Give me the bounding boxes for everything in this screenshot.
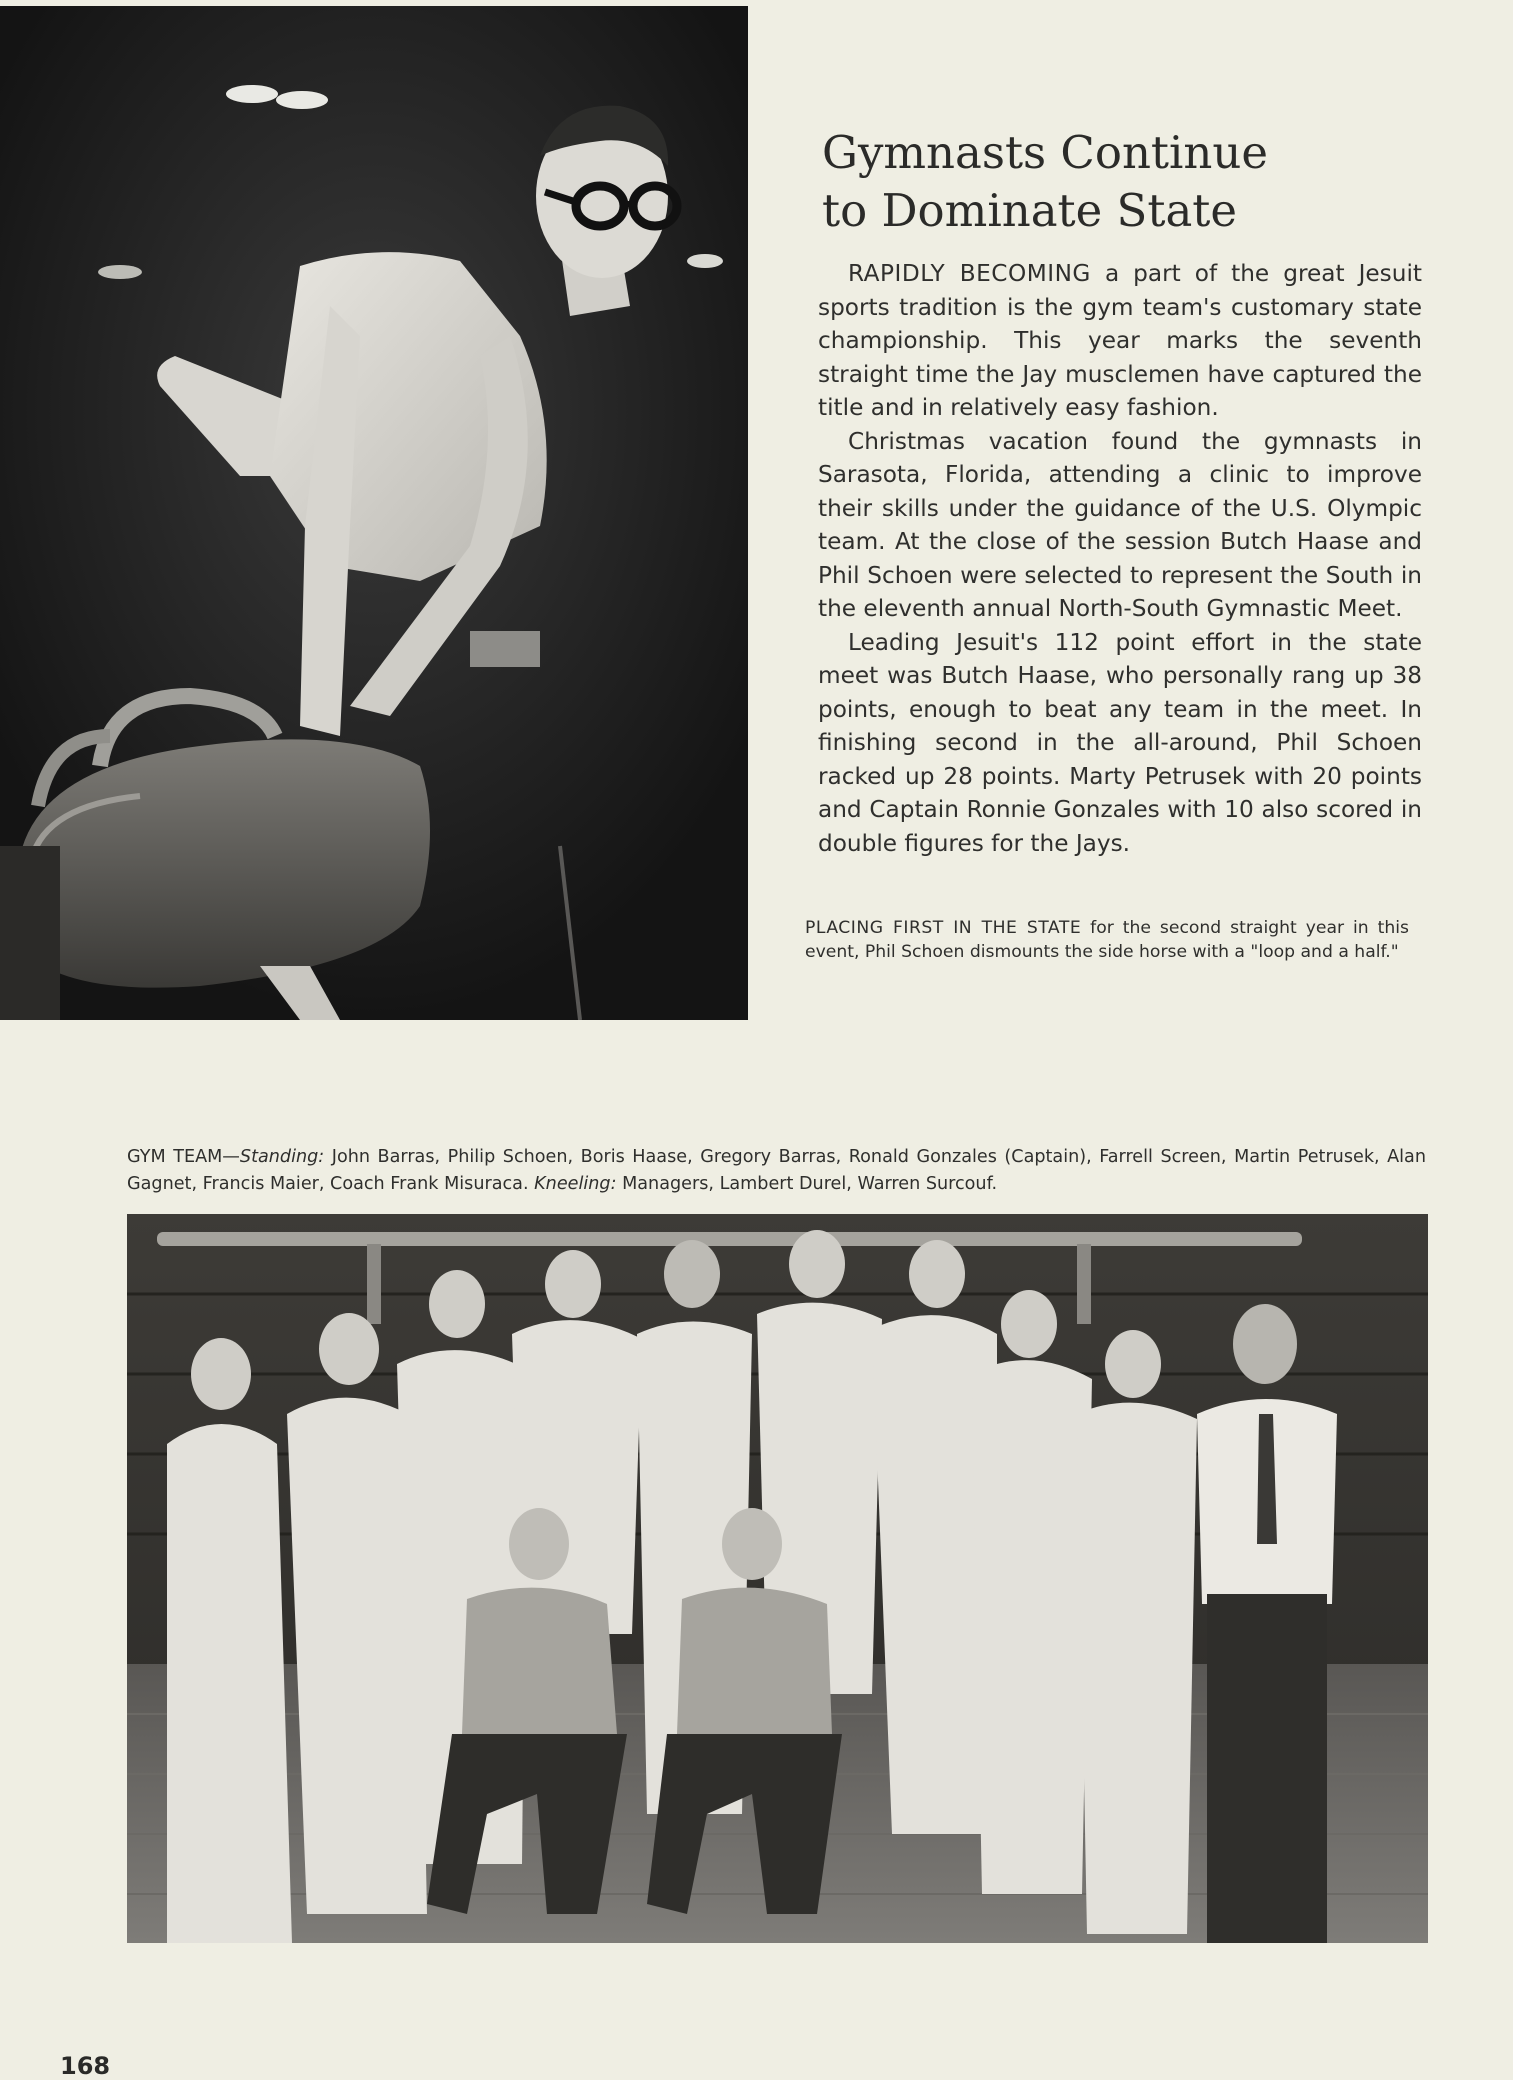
kneeling-label: Kneeling: (534, 1174, 617, 1194)
gym-team-photo (127, 1214, 1428, 1943)
standing-label: Standing: (239, 1147, 325, 1167)
headline-line-2: to Dominate State (822, 184, 1237, 237)
gymnast-side-horse-photo (0, 6, 748, 1020)
gymnast-photo-caption (805, 916, 1409, 964)
article-paragraph-2: Christmas vacation found the gymnasts in Sarasota, Florida, attending a clinic to improve their skills under the guidance of the U.S. Olympic team. At the close of the session Butch Haase and Phil Schoen were selected to represent the South in the eleventh annual North-South Gymnastic Meet. (818, 427, 1422, 622)
standing-names: John Barras, Philip Schoen, Boris Haase, Gregory Barras, Ronald Gonzales (Captain), Farrell Screen, Martin Petrusek, Alan Gagnet, Francis Maier, Coach Frank Misuraca. (127, 1147, 1426, 1194)
article-paragraph-1 (818, 257, 1422, 425)
headline-line-1: Gymnasts Continue (822, 126, 1269, 179)
gymnast-photo-illustration (0, 6, 748, 1020)
caption-lead-in: PLACING FIRST IN THE STATE (805, 918, 1082, 938)
article-headline (822, 124, 1462, 240)
kneeling-names: Managers, Lambert Durel, Warren Surcouf. (616, 1174, 998, 1194)
caption-text: for the second straight year in this event, Phil Schoen dismounts the side horse with a "loop and a half." (805, 918, 1409, 962)
team-photo-illustration (127, 1214, 1428, 1943)
team-photo-caption (127, 1144, 1426, 1198)
article-body (818, 257, 1422, 860)
paragraph-1-text: a part of the great Jesuit sports tradition is the gym team's customary state championship. This year marks the seventh straight time the Jay musclemen have captured the title and in relatively easy fashion. (818, 260, 1422, 421)
page-number: 168 (60, 2052, 111, 2080)
article-paragraph-3: Leading Jesuit's 112 point effort in the state meet was Butch Haase, who personally rang up 38 points, enough to beat any team in the meet. In finishing second in the all-around, Phil Schoen racked up 28 points. Marty Petrusek with 20 points and Captain Ronnie Gonzales with 10 also scored in double figures for the Jays. (818, 628, 1422, 857)
paragraph-1-lead-in: RAPIDLY BECOMING (848, 260, 1091, 287)
team-caption-lead: GYM TEAM— (127, 1147, 240, 1167)
